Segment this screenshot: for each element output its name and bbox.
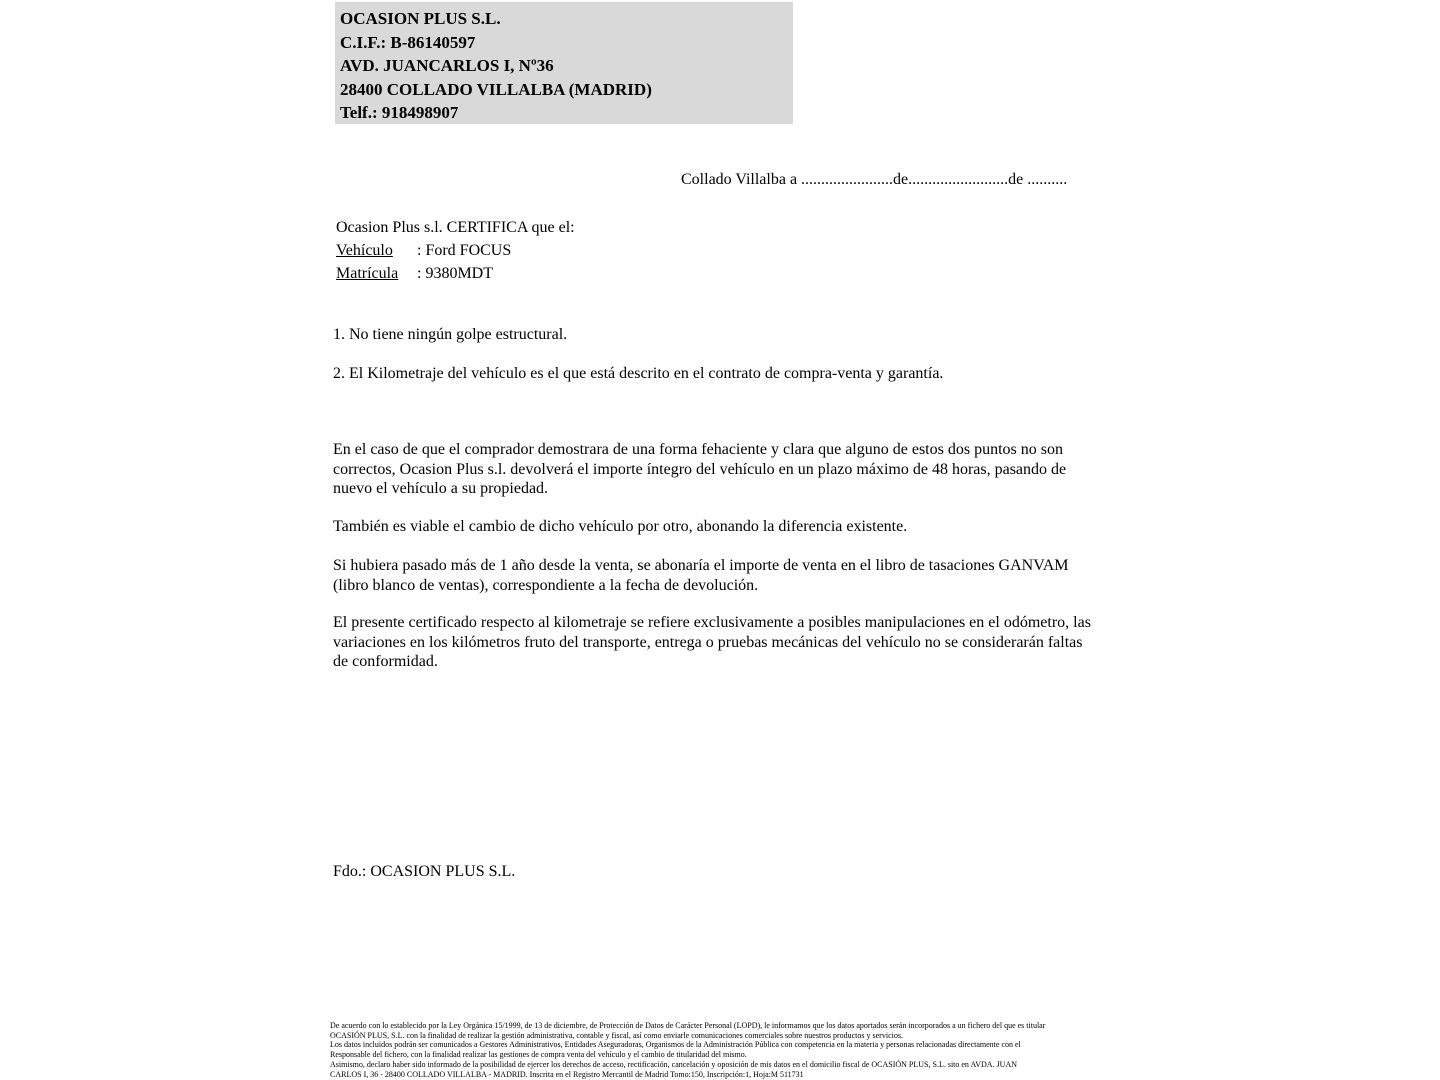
certification-intro: Ocasion Plus s.l. CERTIFICA que el: [336, 219, 575, 236]
company-city: 28400 COLLADO VILLALBA (MADRID) [340, 79, 652, 99]
vehicle-separator: : [417, 242, 422, 260]
legal-footer-line: Los datos incluidos podrán ser comunicados a Gestores Administrativos, Entidades Aseguradoras, Organismos de la Administración Pública con competencia en la materia y personas relacionadas directamente con el [330, 1040, 1021, 1050]
legal-footer-line: De acuerdo con lo establecido por la Ley Orgánica 15/1999, de 13 de diciembre, de Protección de Datos de Carácter Personal (LOPD), le informamos que los datos aportados serán incorporados a un fichero del que es titular [330, 1021, 1046, 1030]
legal-footer-line: CARLOS I, 36 - 28400 COLLADO VILLALBA - MADRID. Inscrita en el Registro Mercantil de Madrid Tomo:150, Inscripción:1, Hoja:M 511731 [330, 1069, 804, 1079]
company-address: AVD. JUANCARLOS I, Nº36 [340, 56, 554, 75]
paragraph-return-guarantee: En el caso de que el comprador demostrara de una forma fehaciente y clara que alguno de estos dos puntos no son correctos, Ocasion Plus s.l. devolverá el importe íntegro del vehículo en un plazo máximo de 48 horas, pasando de nuevo el vehículo a su propiedad. [333, 441, 1067, 497]
certification-block [336, 216, 575, 286]
certified-point-2: 2. El Kilometraje del vehículo es el que está descrito en el contrato de compra-venta y garantía. [333, 365, 944, 382]
company-name: OCASION PLUS S.L. [340, 9, 501, 28]
legal-footer [330, 1021, 1045, 1079]
company-phone: Telf.: 918498907 [340, 103, 459, 122]
vehicle-value: Ford FOCUS [425, 242, 512, 260]
legal-footer-line: OCASIÓN PLUS, S.L. con la finalidad de realizar la gestión administrativa, contable y fiscal, así como enviarle comunicaciones comerciales sobre nuestros productos y servicios. [330, 1030, 903, 1040]
paragraph-odometer-disclaimer: El presente certificado respecto al kilometraje se refiere exclusivamente a posibles manipulaciones en el odómetro, las variaciones en los kilómetros fruto del transporte, entrega o pruebas mecánicas del vehículo no se considerarán faltas de conformidad. [333, 614, 1091, 670]
paragraph-ganvam-valuation: Si hubiera pasado más de 1 año desde la venta, se abonaría el importe de venta en el libro de tasaciones GANVAM (libro blanco de ventas), correspondiente a la fecha de devolución. [333, 557, 1069, 594]
plate-separator: : [417, 265, 422, 283]
legal-footer-line: Asimismo, declaro haber sido informado de la posibilidad de ejercer los derechos de acceso, rectificación, cancelación y oposición de mis datos en el domicilio fiscal de OCASIÓN PLUS, S.L. sito en AVDA. JUAN [330, 1059, 1018, 1069]
plate-field-row [336, 262, 575, 285]
vehicle-label: Vehículo [336, 242, 393, 260]
legal-footer-line: Responsable del fichero, con la finalidad realizar las gestiones de compra venta del vehículo y el cambio de titularidad del mismo. [330, 1050, 747, 1060]
plate-value: 9380MDT [425, 265, 494, 283]
paragraph-exchange-option: También es viable el cambio de dicho vehículo por otro, abonando la diferencia existente. [333, 518, 908, 535]
certified-point-1: 1. No tiene ningún golpe estructural. [333, 326, 568, 343]
vehicle-field-row [336, 239, 575, 262]
company-cif: C.I.F.: B-86140597 [340, 32, 476, 52]
company-header-box [335, 2, 793, 124]
plate-label: Matrícula [336, 265, 399, 283]
signature-line: Fdo.: OCASION PLUS S.L. [333, 863, 516, 880]
date-line: Collado Villalba a .......................de.........................de .......... [681, 171, 1068, 188]
